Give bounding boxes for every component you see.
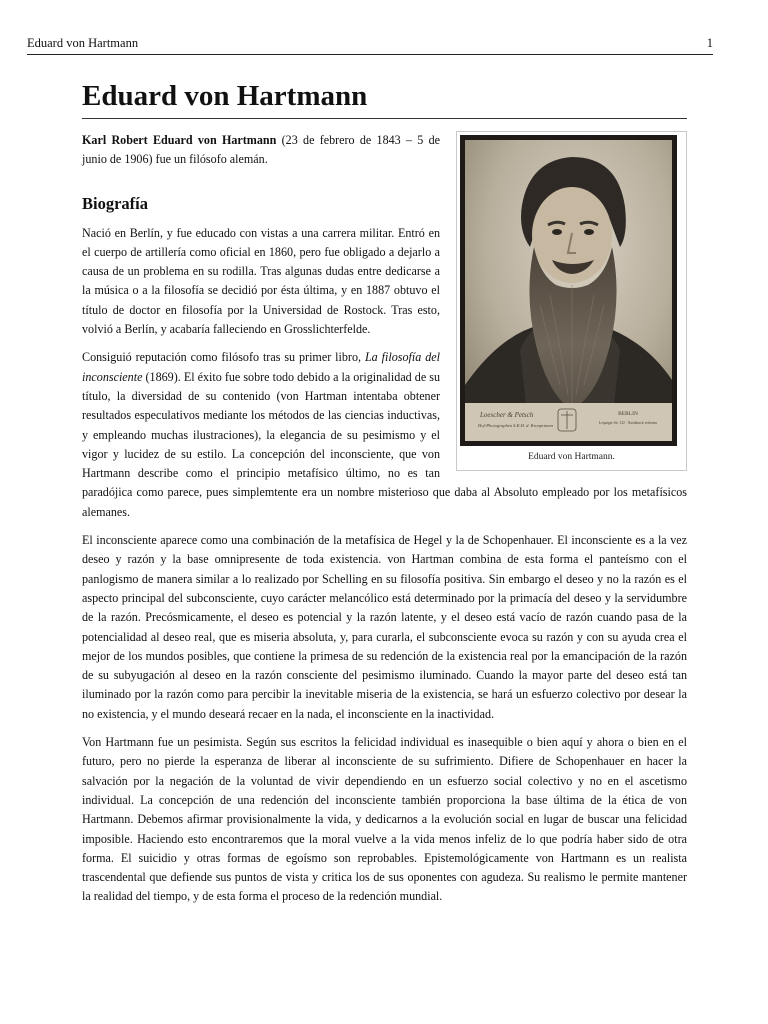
section-title-biografia: Biografía bbox=[82, 193, 148, 213]
studio-imprint-right-sub: Leipziger Str. 132 · Nachdruck verboten bbox=[598, 421, 658, 425]
article bbox=[82, 78, 687, 907]
figure-caption: Eduard von Hartmann. bbox=[528, 452, 615, 462]
paragraph-1: Nació en Berlín, y fue educado con vistas a una carrera militar. Entró en el cuerpo de artillería como oficial en 1860, pero fue obligado a dejarlo a causa de un problema en su rodilla. Tras algunas dudas entre dedicarse a la música o a la filosofía se decidió por ésta última, y en 1887 obtuvo el título de doctor en filosofía por la Universidad de Rostock. Tras esto, volvió a Berlín, y acabaría falleciendo en Grosslichterfelde. bbox=[82, 225, 440, 337]
portrait-figure bbox=[456, 131, 687, 471]
studio-imprint-right: BERLIN bbox=[618, 411, 638, 417]
book-title: La filosofía del inconsciente bbox=[82, 350, 440, 384]
portrait-photo[interactable] bbox=[460, 135, 677, 446]
studio-imprint-left: Loescher & Petsch bbox=[480, 411, 534, 419]
paragraph-4: Von Hartmann fue un pesimista. Según sus escritos la felicidad individual es inasequible o bien aquí y ahora o bien en el futuro, pero no pierde la esperanza de liberar al inconsciente de su sufrimiento. Difiere de Schopenhauer en hacer la salvación por la negación de la voluntad de vivir dependiendo en un esfuerzo social colectivo y no en el ascetismo individual. La concepción de una redención del inconsciente también proporciona la base última de la ética de von Hartmann. Debemos afirmar provisionalmente la vida, y dedicarnos a la evolución social en lugar de buscar una felicidad imposible. Haciendo esto encontraremos que la moral vuelve a la vida menos infeliz de lo que podría haber sido de otra forma. El suicidio y otras formas de egoísmo son reprobables. Epistemológicamente von Hartmann es un realista trascendental que defiende sus puntos de vista y critica los de sus oponentes con agudeza. Su realismo le permite mantener la realidad del tiempo, y de esta forma el proceso de la redención mundial. bbox=[82, 735, 687, 904]
paragraph-2-start: Consiguió reputación como filósofo tras su primer libro, bbox=[82, 350, 365, 365]
page-title: Eduard von Hartmann bbox=[82, 78, 687, 119]
page-number: 1 bbox=[706, 36, 713, 50]
subject-name: Karl Robert Eduard von Hartmann bbox=[82, 133, 277, 147]
lead-text: (23 de febrero de 1843 – 5 de junio de 1906) fue un filósofo alemán. bbox=[82, 133, 441, 167]
running-header bbox=[27, 36, 713, 55]
paragraph-3: El inconsciente aparece como una combinación de la metafísica de Hegel y la de Schopenhauer. El inconsciente es a la vez deseo y razón y la base omnipresente de toda existencia. von Hartman combina de esta forma el panteísmo con el panlogismo de manera similar a lo realizado por Schelling en su filosofía positiva. Sin embargo el deseo y no la razón es el aspecto principal del subconsciente, cuyo carácter melancólico está determinado por la primacía del deseo y la servidumbre de la razón. Precósmicamente, el deseo es potencial y la razón latente, y el deseo está vacío de razón cuando pasa de la potencialidad al deseo real, que es miseria absoluta, y, para curarla, el subconsciente evoca su razón y con su ayuda crea el mejor de los mundos posibles, que contiene la primesa de su redención de la existencia real por la emancipación de la razón de su subyugación al deseo en la razón consciente del pesimismo iluminado. Cuando la mayor parte del deseo está tan iluminado por la razón como para percibir la inevitable miseria de la existencia, se hará un esfuerzo colectivo por desear la no existencia, y el mundo deseará recaer en la nada, el inconsciente en la inactividad. bbox=[82, 533, 687, 721]
paragraph-2-rest: (1869). El éxito fue sobre todo debido a la originalidad de su título, la diversidad de su contenido (von Hartman intentaba obtener resultados especulativos mediante los métodos de las ciencias inductivas, y empleando muchas ilustraciones), la elegancia de su pesimismo y el vigor y lucidez de su estilo. La concepción del inconsciente, que von Hartmann describe como el principio metafísico último, no es tan paradójica como parece, pues simplemtente era un nombre misterioso que daba al Absoluto empleado por los metafísicos alemanes. bbox=[82, 369, 687, 519]
running-header-title: Eduard von Hartmann bbox=[27, 36, 139, 50]
studio-imprint-left-sub: Hof-Photographen S.K.H. d. Kronprinzen bbox=[478, 423, 554, 428]
